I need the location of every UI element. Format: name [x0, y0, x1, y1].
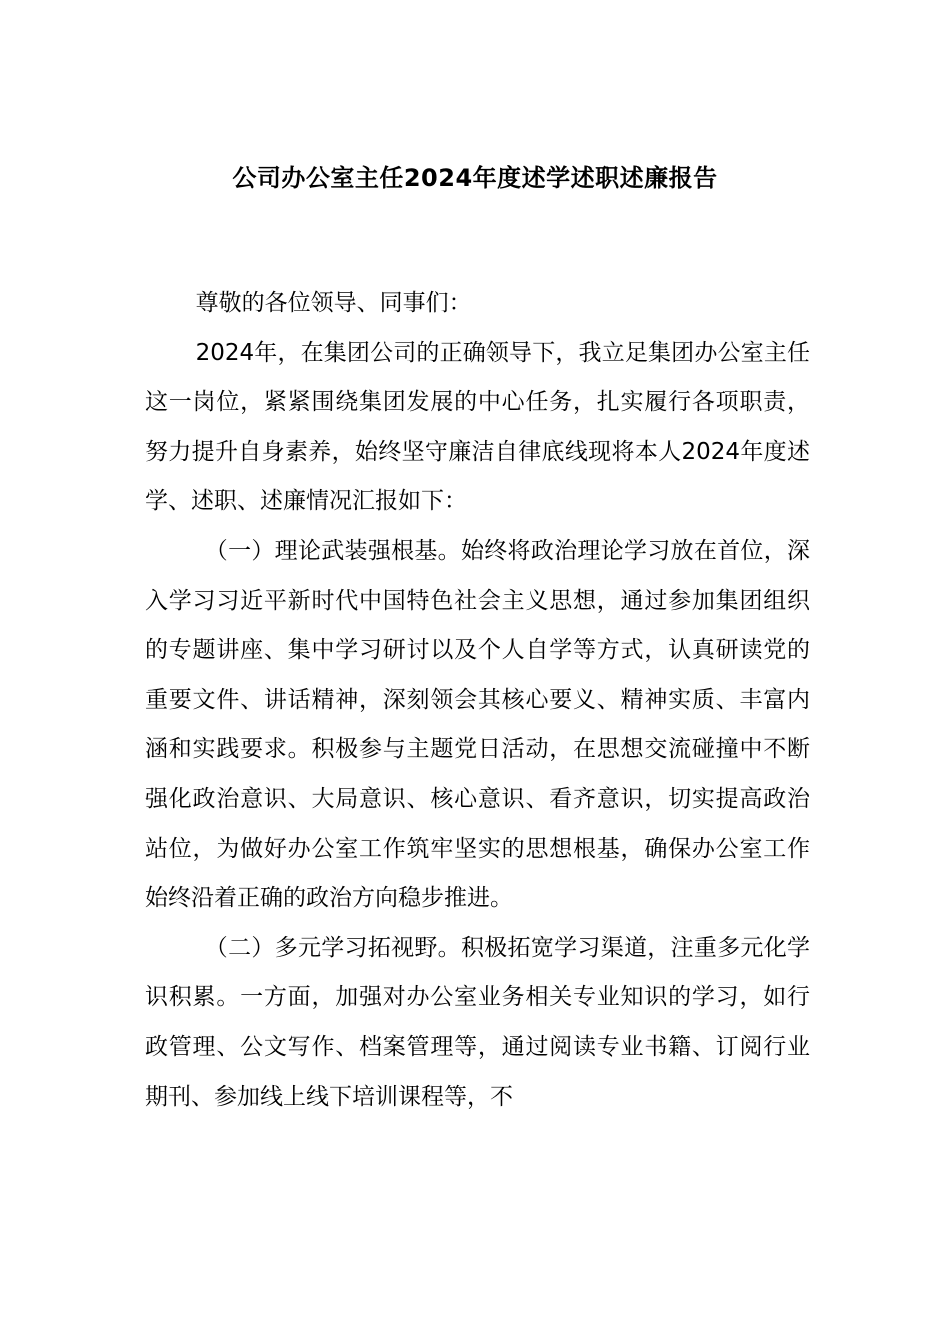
section-two-paragraph: （二）多元学习拓视野。积极拓宽学习渠道，注重多元化学识积累。一方面，加强对办公室业务相关专业知识的学习，如行政管理、公文写作、档案管理等，通过阅读专业书籍、订阅行业期刊、参加线上线下培训课程等，不	[145, 934, 810, 1110]
intro-paragraph: 2024年，在集团公司的正确领导下，我立足集团办公室主任这一岗位，紧紧围绕集团发展的中心任务，扎实履行各项职责，努力提升自身素养，始终坚守廉洁自律底线现将本人2024年度述学、述职、述廉情况汇报如下：	[145, 339, 810, 515]
document-title: 公司办公室主任2024年度述学述职述廉报告	[232, 164, 718, 192]
section-one-paragraph: （一）理论武装强根基。始终将政治理论学习放在首位，深入学习习近平新时代中国特色社会主义思想，通过参加集团组织的专题讲座、集中学习研讨以及个人自学等方式，认真研读党的重要文件、讲话精神，深刻领会其核心要义、精神实质、丰富内涵和实践要求。积极参与主题党日活动，在思想交流碰撞中不断强化政治意识、大局意识、核心意识、看齐意识，切实提高政治站位，为做好办公室工作筑牢坚实的思想根基，确保办公室工作始终沿着正确的政治方向稳步推进。	[145, 537, 810, 912]
document-body	[145, 279, 810, 1122]
greeting-line: 尊敬的各位领导、同事们：	[195, 290, 472, 316]
